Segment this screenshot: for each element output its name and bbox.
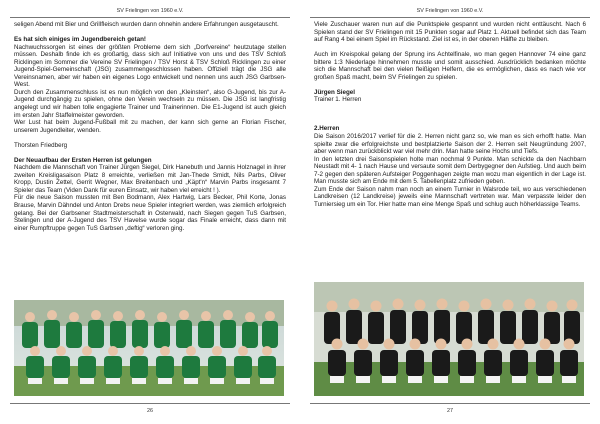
- right-page-header: SV Frielingen von 1960 e.V.: [416, 8, 484, 14]
- first-team-paragraph-2: Für die neue Saison mussten mit Ben Bodmann, Alex Hartwig, Lars Becker, Phil Korte, Jonas Brause, Marvin Dähndel und Anton Drebs neue Spieler integriert werden, was ziemlich erfolgreich gelang. Bei der Garbsener Stadtmeisterschaft in Osterwald, nach Siegen gegen TuS Garbsen, Stelingen und der A-Jugend des TSV Havelse wurde sogar das Finale erreicht, dass dann mit einer Rumpftruppe gegen TuS Garbsen „deftig“ verloren ging.: [14, 194, 286, 232]
- second-team-photo: [314, 282, 584, 396]
- right-intro-paragraph: Viele Zuschauer waren nun auf die Punktspiele gespannt und wurden nicht enttäuscht. Nach 6 Spielen stand der SV Frielingen mit 15 Punkten sogar auf Platz 1. Aktuell befindet sich das Team auf Rang 4 bei einem Spiel im Rückstand. Ziel ist es, in der oberen Hälfte zu bleiben.: [314, 21, 586, 44]
- right-text-column: [314, 21, 586, 208]
- youth-section-paragraph-2: Durch den Zusammenschluss ist es nun möglich von den „Kleinsten“, also G-Jugend, bis zur A-Jugend durchgängig zu spielen, ohne den Verein wechseln zu müssen. Die JSG ist langfristig angelegt und wir haben tolle engagierte Trainer und Trainerinnen. Die E1-Jugend ist auch gleich im ersten Jahr Staffelmeister geworden.: [14, 88, 286, 119]
- signature: Thorsten Friedberg: [14, 141, 68, 149]
- second-team-paragraph-3: Zum Ende der Saison nahm man noch an einem Turnier in Walsrode teil, wo aus verschiedenen Landkreisen (12 Landkreise) jeweils eine Mannschaft vertreten war. Man verpasste leider den Turniersieg um ein Tor. Hier hatte man eine Menge Spaß und schlug auch höherklassige Teams.: [314, 185, 586, 208]
- left-footer-rule: [10, 403, 290, 404]
- right-footer-rule: [310, 403, 590, 404]
- second-team-heading: 2.Herren: [314, 125, 340, 133]
- left-page-number: 26: [147, 408, 153, 414]
- first-team-section-heading: Der Neuaufbau der Ersten Herren ist gelungen: [14, 156, 152, 164]
- left-header-rule: [10, 17, 290, 18]
- author-role: Trainer 1. Herren: [314, 96, 362, 104]
- first-team-paragraph-1: Nachdem die Mannschaft von Trainer Jürgen Siegel, Dirk Hanebuth und Jannis Holznagel in ihrer zweiten Kreisligasaison Platz 8 erreichte, verließen mit Jan-Thede Smidt, Nils Parbs, Oliver Kropp, Dustin Zettel, Gerrit Wegner, Max Breitenbach und „Käpt'n“ Marvin Parbs insgesamt 7 Spieler das Team (Viden Dank für euren Einsatz, wir haben viel erreicht ! ).: [14, 164, 286, 194]
- youth-section-paragraph-1: Nachwuchssorgen ist eines der größten Probleme dem sich „Dorfvereine“ heutzutage stellen müssen. Deshalb finde ich es großartig, dass sich auf Initiative von uns und des TSV Schloß Ricklingen im Sommer die Vereine SV Frielingen / TSV Horst & TSV Schloß Ricklingen zu einer Jugend-Spiel-Gemeinschaft (JSG) zusammengeschlossen haben. Offiziell trägt die JSG alle Vereinsnamen, aber wir haben ein eigenes Logo entwickelt und nennen uns auch JSG Garbsen-West.: [14, 43, 286, 89]
- right-page-number: 27: [447, 408, 453, 414]
- second-team-paragraph-2: In den letzten drei Saisonspielen holte man nochmal 9 Punkte. Man schickte da den Nachbarn Neustadt mit 4- 1 nach Hause und versaute somit dem Derbygegner den Aufstieg. Und auch beim 7-2 gegen den späteren Aufsteiger Poggenhagen zeigte man wozu man eigentlich in der Lage ist. Man musste sich am Ende mit dem 5. Tabellenplatz zufrieden geben.: [314, 155, 586, 186]
- author-name: Jürgen Siegel: [314, 88, 355, 96]
- left-page-header: SV Frielingen von 1960 e.V.: [116, 8, 184, 14]
- left-intro-paragraph: seligen Abend mit Bier und Grillfleisch wurden dann ohnehin andere Erfahrungen ausgetauscht.: [14, 21, 279, 28]
- right-header-rule: [310, 17, 590, 18]
- left-page: [4, 0, 296, 424]
- first-team-photo: [14, 300, 284, 396]
- right-page: [304, 0, 596, 424]
- second-team-paragraph-1: Die Saison 2016/2017 verlief für die 2. Herren nicht ganz so, wie man es sich erhofft hatte. Man spielte zwar die erfolgreichste und bestplatzierte Saison der 2. Herren seit Neugründung 2007, aber wenn man zurückblickt war viel mehr drin. Man hatte seine Hochs und Tiefs.: [314, 132, 586, 156]
- youth-section-heading: Es hat sich einiges im Jugendbereich getan!: [14, 36, 146, 44]
- youth-section-paragraph-3: Wer Lust hat beim Jugend-Fußball mit zu machen, der kann sich gerne an Florian Fischer, unserem Jugendleiter, wenden.: [14, 119, 286, 134]
- cup-paragraph: Auch im Kreispokal gelang der Sprung ins Achtelfinale, wo man gegen Hannover 74 eine ganz bittere 1:3 Niederlage hinnehmen musste und somit ausschied. Ausdrücklich bedanken möchte sich die Mannschaft bei den vielen fleißigen Helfern, die es ermöglichen, dass es nach wie vor großen Spaß macht, beim SV Frielingen zu spielen.: [314, 51, 586, 81]
- left-text-column: [14, 21, 286, 232]
